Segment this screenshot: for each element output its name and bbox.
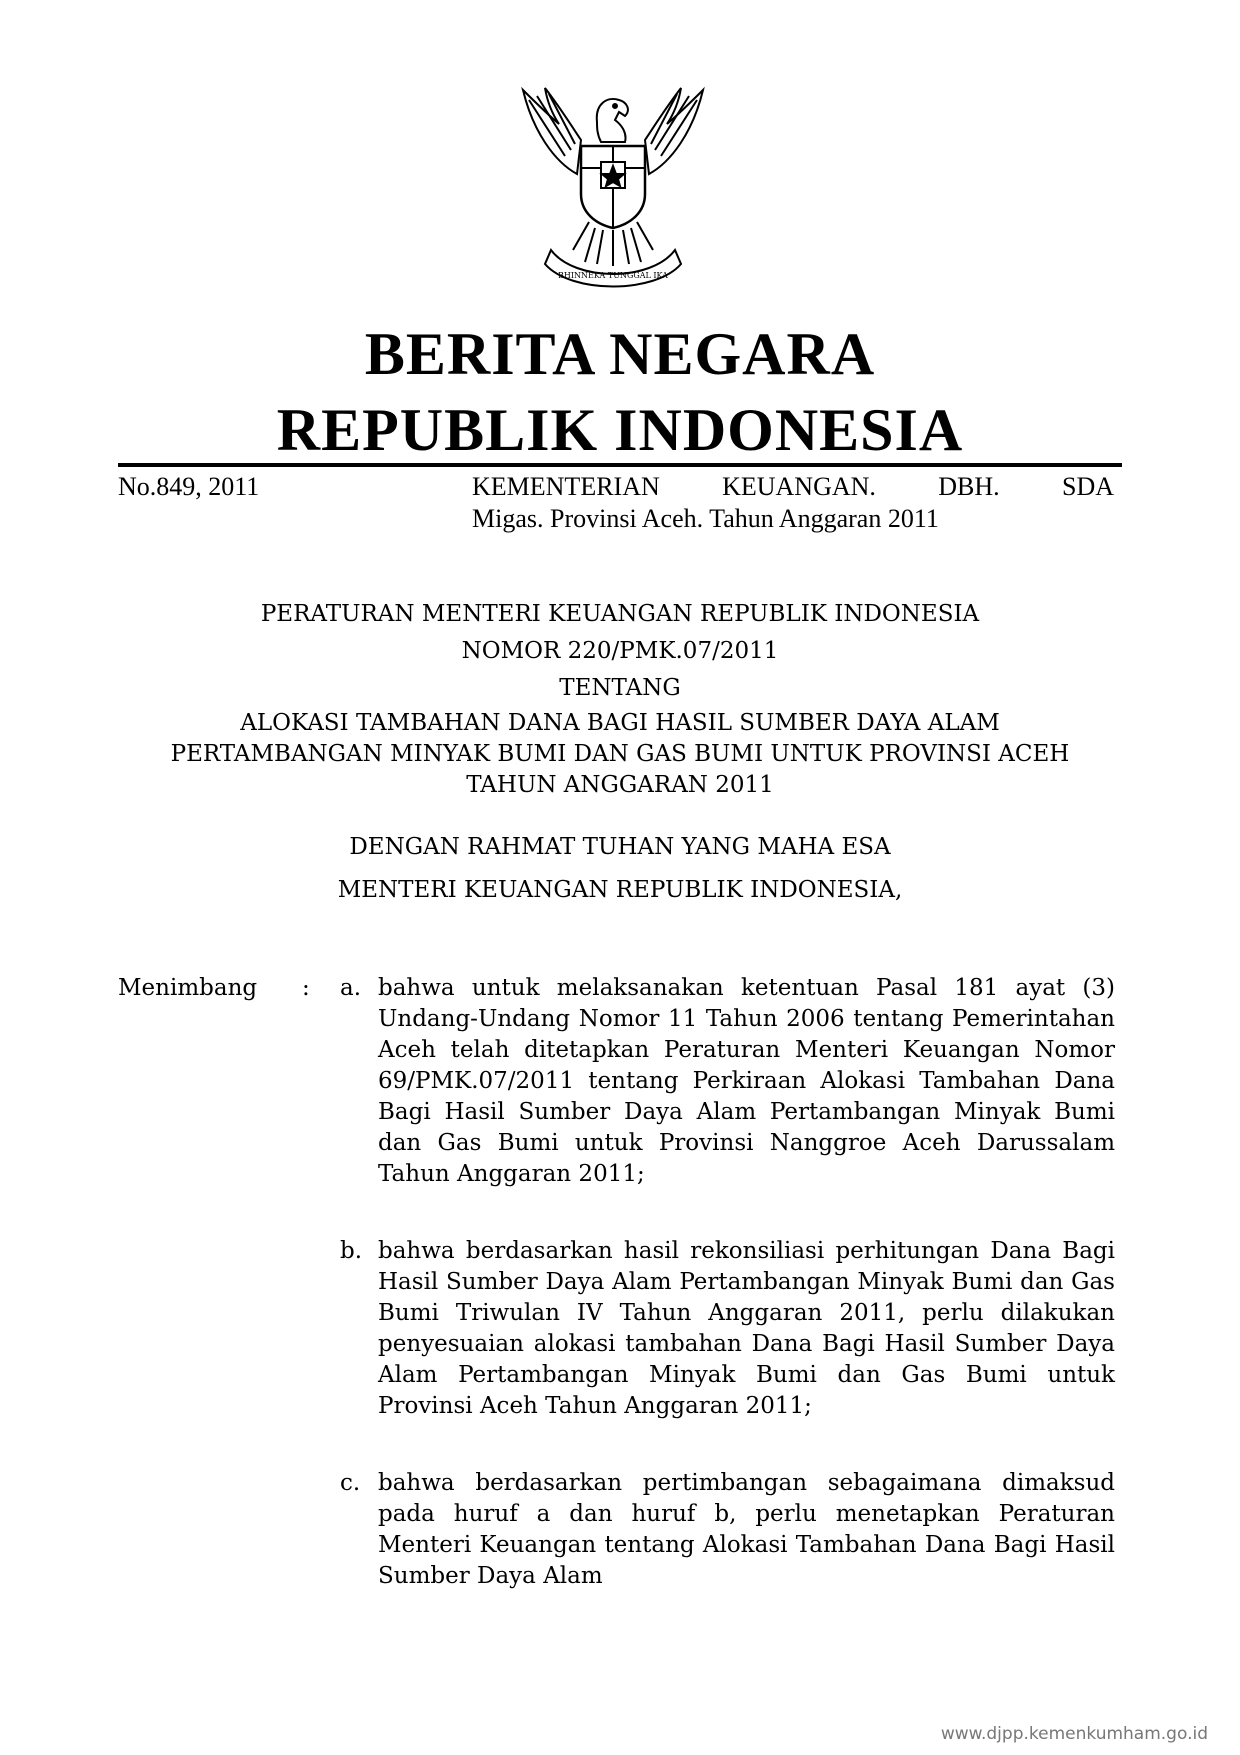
regulation-title (118, 599, 1122, 801)
masthead-line2: REPUBLIK INDONESIA (276, 397, 964, 463)
regulation-line1: PERATURAN MENTERI KEUANGAN REPUBLIK INDONESIA (260, 601, 980, 627)
emblem-motto: BHINNEKA TUNGGAL IKA (558, 271, 668, 280)
regulation-subject-line1: ALOKASI TAMBAHAN DANA BAGI HASIL SUMBER DAYA ALAM (240, 710, 1000, 736)
gazette-number: No.849, 2011 (118, 472, 260, 501)
masthead-rule (118, 463, 1122, 467)
regulation-subject-line2: PERTAMBANGAN MINYAK BUMI DAN GAS BUMI UNTUK PROVINSI ACEH (170, 741, 1070, 767)
subject-word: SDA (1061, 472, 1114, 501)
watermark-url: www.djpp.kemenkumham.go.id (940, 1724, 1208, 1744)
garuda-emblem-icon (515, 82, 711, 294)
preamble (118, 832, 1122, 906)
considering-colon: : (302, 975, 310, 1001)
subject-line2: Migas. Provinsi Aceh. Tahun Anggaran 2011 (472, 504, 939, 533)
gazette-subject (472, 471, 1114, 535)
masthead-line1: BERITA NEGARA (364, 321, 876, 387)
subject-word: DBH. (938, 472, 1000, 501)
item-text: bahwa berdasarkan hasil rekonsiliasi perhitungan Dana Bagi Hasil Sumber Daya Alam Pertambangan Minyak Bumi dan Gas Bumi Triwulan IV Tahun Anggaran 2011, perlu dilakukan penyesuaian alokasi tambahan Dana Bagi Hasil Sumber Daya Alam Pertambangan Minyak Bumi dan Gas Bumi untuk Provinsi Aceh Tahun Anggaran 2011; (378, 1238, 1115, 1419)
regulation-about: TENTANG (559, 675, 681, 701)
regulation-number: NOMOR 220/PMK.07/2011 (461, 638, 779, 664)
item-letter: b. (340, 1238, 363, 1264)
item-letter: a. (340, 975, 362, 1001)
considering-label: Menimbang (118, 975, 258, 1001)
blessing-line: DENGAN RAHMAT TUHAN YANG MAHA ESA (349, 834, 891, 860)
subject-word: KEMENTERIAN (472, 472, 660, 501)
regulation-subject-line3: TAHUN ANGGARAN 2011 (466, 772, 774, 798)
item-text: bahwa berdasarkan pertimbangan sebagaimana dimaksud pada huruf a dan huruf b, perlu menetapkan Peraturan Menteri Keuangan tentang Alokasi Tambahan Dana Bagi Hasil Sumber Daya Alam (378, 1470, 1115, 1589)
item-letter: c. (340, 1470, 361, 1496)
official-line: MENTERI KEUANGAN REPUBLIK INDONESIA, (337, 877, 903, 903)
subject-word: KEUANGAN. (722, 472, 876, 501)
item-text: bahwa untuk melaksanakan ketentuan Pasal 181 ayat (3) Undang-Undang Nomor 11 Tahun 2006 tentang Pemerintahan Aceh telah ditetapkan Peraturan Menteri Keuangan Nomor 69/PMK.07/2011 tentang Perkiraan Alokasi Tambahan Dana Bagi Hasil Sumber Daya Alam Pertambangan Minyak Bumi dan Gas Bumi untuk Provinsi Nanggroe Aceh Darussalam Tahun Anggaran 2011; (378, 975, 1115, 1187)
subject-line1 (472, 471, 1114, 503)
